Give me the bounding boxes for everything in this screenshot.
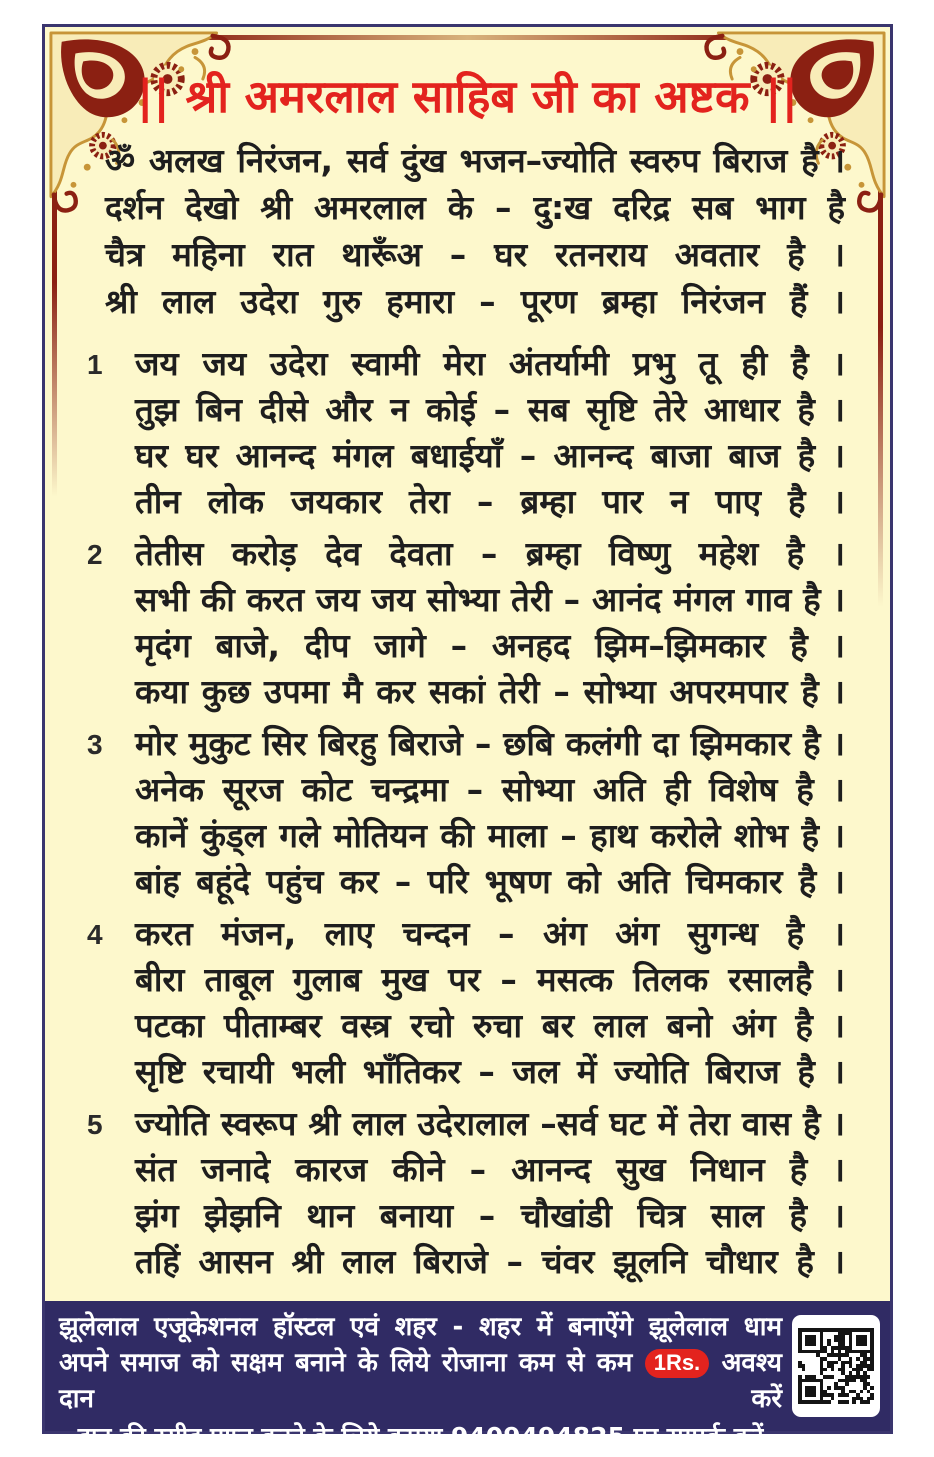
verse-number: 3: [87, 729, 103, 761]
verse-line: झंग झेझनि थान बनाया – चौखांडी चित्र साल है ।: [135, 1196, 845, 1236]
verse-line: कया कुछ उपमा मै कर सकां तेरी – सोभ्या अपरमपार है ।: [135, 672, 845, 712]
verse-line: सृष्टि रचायी भली भाँतिकर – जल में ज्योति बिराज है ।: [135, 1052, 845, 1092]
opening-line: ॐ अलख निरंजन, सर्व दुंख भजन–ज्योति स्वरुप बिराज है ।: [105, 141, 845, 181]
verse-line: मृदंग बाजे, दीप जागे – अनहद झिम–झिमकार है ।: [135, 626, 845, 666]
donation-line-1: झूलेलाल एजूकेशनल हॉस्टल एवं शहर - शहर में बनाऐंगे झूलेलाल धाम: [59, 1312, 782, 1342]
verse-line: करत मंजन, लाए चन्दन – अंग अंग सुगन्ध है ।: [135, 914, 845, 954]
verse-line: घर घर आनन्द मंगल बधाईयाँ – आनन्द बाजा बाज है ।: [135, 436, 845, 476]
verse-list: [75, 341, 845, 1285]
verse-number: 4: [87, 919, 103, 951]
verse-line: तहिं आसन श्री लाल बिराजे – चंवर झूलनि चौधार है ।: [135, 1242, 845, 1282]
donation-line-2: [59, 1345, 782, 1417]
qr-code-panel: [792, 1315, 880, 1417]
verse-line: कानें कुंड्ल गले मोतियन की माला – हाथ करोले शोभ है ।: [135, 816, 845, 856]
verse-line: मोर मुकुट सिर बिरहु बिराजे – छबि कलंगी दा झिमकार है ।: [135, 724, 845, 764]
qr-code-icon: [798, 1328, 874, 1404]
donation-text: [59, 1309, 792, 1451]
opening-line: श्री लाल उदेरा गुरु हमारा – पूरण ब्रम्हा निरंजन हैं ।: [105, 282, 845, 322]
verse-line: ज्योति स्वरूप श्री लाल उदेरालाल –सर्व घट में तेरा वास है ।: [135, 1104, 845, 1144]
verse-line: पटका पीताम्बर वस्त्र रचो रुचा बर लाल बनो अंग है ।: [135, 1006, 845, 1046]
page-title: || श्री अमरलाल साहिब जी का अष्टक ||: [136, 70, 799, 123]
donation-footer: [45, 1301, 890, 1451]
verse-line: जय जय उदेरा स्वामी मेरा अंतर्यामी प्रभु तू ही है ।: [135, 344, 845, 384]
verse-number: 1: [87, 349, 103, 381]
verse-5: [75, 1101, 845, 1285]
verse-line: तेतीस करोड़ देव देवता – ब्रम्हा विष्णु महेश है ।: [135, 534, 845, 574]
verse-number: 2: [87, 539, 103, 571]
opening-line: चैत्र महिना रात थारूँअ – घर रतनराय अवतार है ।: [105, 235, 845, 275]
verse-3: [75, 721, 845, 905]
opening-stanza: [105, 137, 845, 325]
verse-1: [75, 341, 845, 525]
one-rupee-badge: 1Rs.: [645, 1349, 709, 1378]
verse-line: तुझ बिन दीसे और न कोई – सब सृष्टि तेरे आधार है ।: [135, 390, 845, 430]
donation-line-2-suffix: अवश्य दान करें: [59, 1348, 783, 1414]
poster-panel: [42, 24, 893, 1451]
verse-line: सभी की करत जय जय सोभ्या तेरी – आनंद मंगल गाव है ।: [135, 580, 845, 620]
hymn-content: [45, 69, 890, 1285]
opening-line: दर्शन देखो श्री अमरलाल के – दु:ख दरिद्र सब भाग है: [105, 188, 845, 228]
verse-line: संत जनादे कारज कीने – आनन्द सुख निधान है ।: [135, 1150, 845, 1190]
verse-number: 5: [87, 1109, 103, 1141]
donation-line-2-prefix: अपने समाज को सक्षम बनाने के लिये रोजाना कम से कम: [59, 1348, 633, 1378]
verse-line: बांह बहूंदे पहुंच कर – परि भूषण को अति चिमकार है ।: [135, 862, 845, 902]
donation-contact-line: दान की रसीद प्राप्त करने के लिये कृपया 9409494825 पर सम्पर्क करें: [77, 1422, 764, 1451]
verse-line: बीरा ताबूल गुलाब मुख पर – मसत्क तिलक रसालहै ।: [135, 960, 845, 1000]
verse-line: तीन लोक जयकार तेरा – ब्रम्हा पार न पाए है ।: [135, 482, 845, 522]
verse-line: अनेक सूरज कोट चन्द्रमा – सोभ्या अति ही विशेष है ।: [135, 770, 845, 810]
verse-2: [75, 531, 845, 715]
verse-4: [75, 911, 845, 1095]
